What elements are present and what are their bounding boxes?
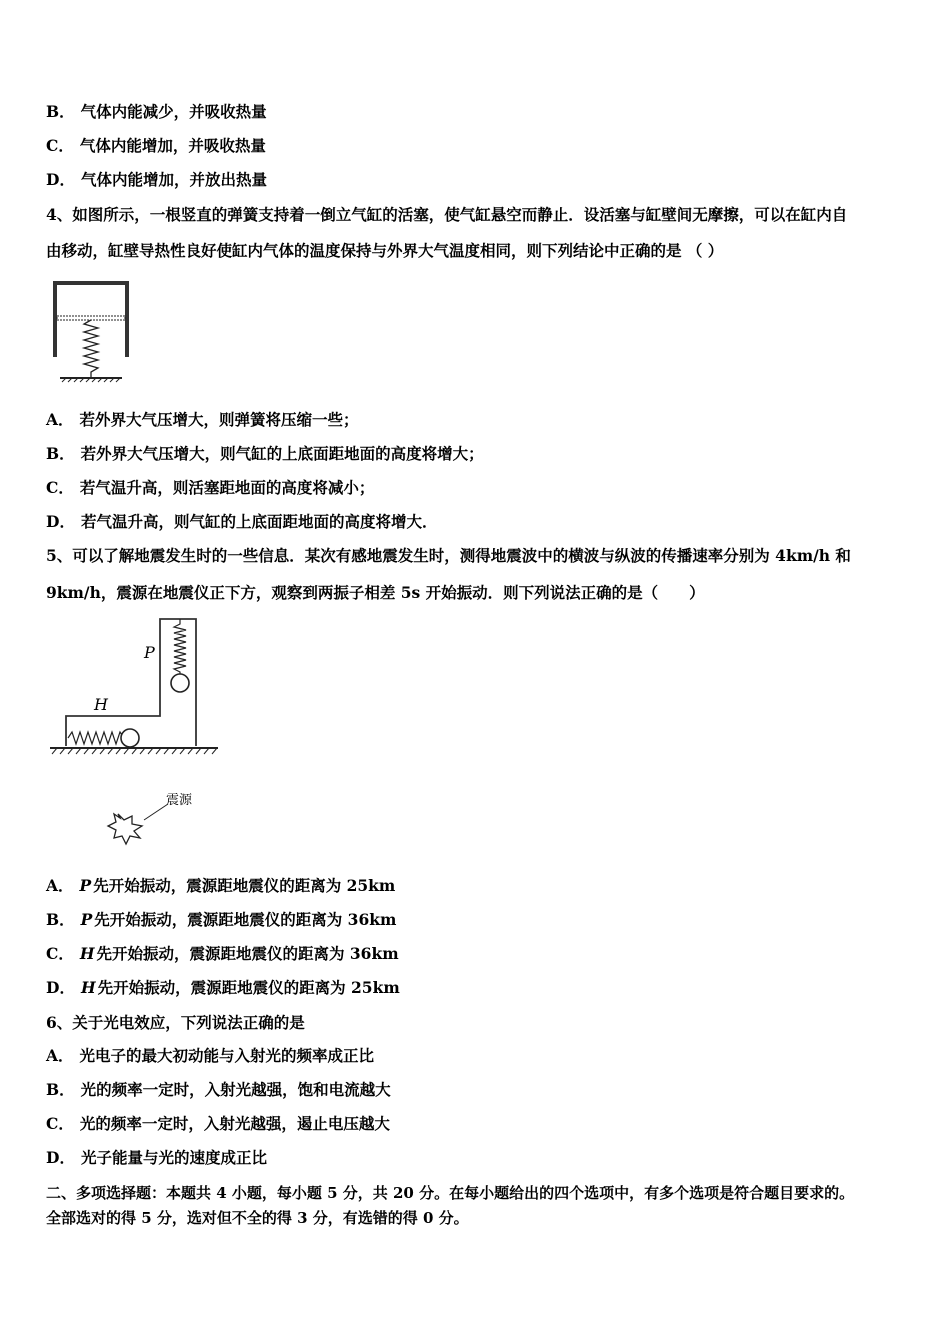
q3-option-c: C． 气体内能增加，并吸收热量 <box>46 136 266 155</box>
q4-option-b: B． 若外界大气压增大，则气缸的上底面距地面的高度将增大； <box>46 444 484 463</box>
q5-option-a: A． P 先开始振动，震源距地震仪的距离为 25km <box>46 876 396 895</box>
q5-stem-line1: 5、可以了解地震发生时的一些信息．某次有感地震发生时，测得地震波中的横波与纵波的传播速率分别为 4km/h 和 <box>46 546 851 565</box>
horizontal-spring-icon <box>68 732 124 744</box>
epicenter-pointer-line <box>144 804 168 820</box>
q5-option-b: B． P 先开始振动，震源距地震仪的距离为 36km <box>46 910 397 929</box>
q6-stem: 6、关于光电效应，下列说法正确的是 <box>46 1013 305 1032</box>
p-ball <box>171 674 189 692</box>
q5-option-d: D． H 先开始振动，震源距地震仪的距离为 25km <box>46 978 400 997</box>
q5-option-c: C． H 先开始振动，震源距地震仪的距离为 36km <box>46 944 399 963</box>
q4-stem-line2: 由移动，缸壁导热性良好使缸内气体的温度保持与外界大气温度相同，则下列结论中正确的是 （ ） <box>46 241 724 260</box>
q4-option-d: D． 若气温升高，则气缸的上底面距地面的高度将增大． <box>46 512 438 531</box>
epicenter-burst-icon <box>108 814 142 844</box>
q6-option-b: B． 光的频率一定时，入射光越强，饱和电流越大 <box>46 1080 391 1099</box>
label-h: H <box>94 695 108 714</box>
cylinder-right-wall <box>125 281 129 357</box>
vertical-spring-icon <box>174 619 186 674</box>
q3-option-d: D． 气体内能增加，并放出热量 <box>46 170 267 189</box>
label-epicenter: 震源 <box>166 793 193 808</box>
section2-line1: 二、多项选择题：本题共 4 小题，每小题 5 分，共 20 分。在每小题给出的四个选项中，有多个选项是符合题目要求的。 <box>46 1184 855 1202</box>
q6-option-c: C． 光的频率一定时，入射光越强，遏止电压越大 <box>46 1114 390 1133</box>
section2-line2: 全部选对的得 5 分，选对但不全的得 3 分，有选错的得 0 分。 <box>46 1209 469 1227</box>
q4-option-a: A． 若外界大气压增大，则弹簧将压缩一些； <box>46 410 359 429</box>
cylinder-top <box>53 281 129 285</box>
q4-stem-line1: 4、如图所示，一根竖直的弹簧支持着一倒立气缸的活塞，使气缸悬空而静止．设活塞与缸壁间无摩擦，可以在缸内自 <box>46 205 848 224</box>
q3-option-b: B． 气体内能减少，并吸收热量 <box>46 102 267 121</box>
q4-option-c: C． 若气温升高，则活塞距地面的高度将减小； <box>46 478 375 497</box>
q4-cylinder-figure <box>48 278 138 384</box>
h-ball <box>121 729 139 747</box>
spring-icon <box>84 320 98 378</box>
cylinder-left-wall <box>53 281 57 357</box>
label-p: P <box>144 643 155 662</box>
q6-option-d: D． 光子能量与光的速度成正比 <box>46 1148 267 1167</box>
q5-stem-line2: 9km/h，震源在地震仪正下方，观察到两振子相差 5s 开始振动．则下列说法正确的是（ ） <box>46 583 705 602</box>
piston <box>57 316 125 320</box>
q5-seismograph-figure <box>46 616 226 852</box>
q6-option-a: A． 光电子的最大初动能与入射光的频率成正比 <box>46 1046 375 1065</box>
